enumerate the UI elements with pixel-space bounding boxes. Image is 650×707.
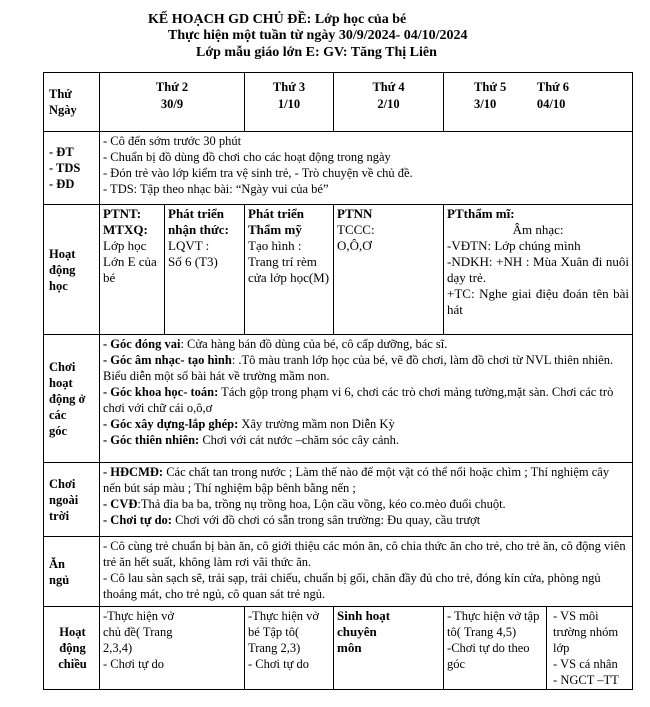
outdoor-item: - Chơi tự do: Chơi với đồ chơi có sẵn trong sân trường: Đu quay, cầu trượt: [103, 513, 481, 527]
afternoon-label: Hoạt động chiều: [44, 607, 100, 690]
day-header-row: [44, 73, 633, 132]
meal-content: - Cô cùng trẻ chuẩn bị bàn ăn, cô giới thiệu các món ăn, cô chia thức ăn cho trẻ, cho trẻ ăn, cô động viên trẻ ăn hết suất, không làm rơi vãi thức ăn. - Cô lau sàn sạch sẽ, trải sạp, trải chiếu, chuẩn bị gối, chăn đầy đủ cho trẻ, đóng kín cửa, phòng ngủ thoáng mát, cho trẻ ngủ, cô quan sát trẻ ngủ.: [100, 537, 633, 607]
class-info: Lớp mẫu giáo lớn E: GV: Tăng Thị Liên: [196, 45, 437, 60]
outdoor-label: Chơi ngoài trời: [44, 463, 100, 537]
morning-row: [44, 132, 633, 205]
day-thu-fri: [444, 73, 633, 132]
meal-label: Ăn ngủ: [44, 537, 100, 607]
day-thursday: Thứ 5 3/10: [474, 80, 507, 111]
learning-wednesday: Phát triển Thẩm mỹ Tạo hình : Trang trí rèm cửa lớp học(M): [245, 205, 334, 335]
afternoon-wednesday: Sinh hoạt chuyên môn: [334, 607, 444, 690]
corners-content: [100, 335, 633, 463]
afternoon-row: [44, 607, 633, 690]
day-friday: Thứ 6 04/10: [536, 80, 570, 111]
outdoor-content: [100, 463, 633, 537]
outdoor-row: [44, 463, 633, 537]
corner-item: - Góc khoa học- toán: Tách gộp trong phạm vi 6, chơi các trò chơi mảng tường,mặt sàn. Chơi các trò chơi với chữ cái o,ô,ơ: [103, 385, 614, 415]
outdoor-item: - CVĐ:Thả đỉa ba ba, trồng nụ trồng hoa, Lộn cầu vồng, kéo co.mèo đuổi chuột.: [103, 497, 506, 511]
morning-label: - ĐT - TDS - ĐD: [44, 132, 100, 205]
day-monday: Thứ 2 30/9: [100, 73, 245, 132]
learning-monday: PTNT: MTXQ: Lớp học Lớn E của bé: [100, 205, 165, 335]
corner-item: - Góc đóng vai: Cửa hàng bán đồ dùng của bé, cô cấp dưỡng, bác sĩ.: [103, 337, 448, 351]
corners-label: Chơi hoạt động ở các góc: [44, 335, 100, 463]
week-range: Thực hiện một tuần từ ngày 30/9/2024- 04/10/2024: [168, 28, 468, 43]
learning-friday: PTthẩm mĩ: Âm nhạc: -VĐTN: Lớp chúng mình -NDKH: +NH : Mùa Xuân đi nuôi dạy trẻ. +TC: Nghe giai điệu đoán tên bài hát: [444, 205, 633, 335]
day-wednesday: Thứ 4 2/10: [334, 73, 444, 132]
learning-tuesday: Phát triển nhận thức: LQVT : Số 6 (T3): [165, 205, 245, 335]
afternoon-thu-fri: [444, 607, 633, 690]
afternoon-monday: -Thực hiện vở chủ đề( Trang 2,3,4) - Chơi tự do: [100, 607, 245, 690]
meal-row: [44, 537, 633, 607]
learning-label: Hoạt động học: [44, 205, 100, 335]
learning-row: [44, 205, 633, 335]
weekly-plan-table: [43, 72, 633, 690]
day-tuesday: Thứ 3 1/10: [245, 73, 334, 132]
plan-title: KẾ HOẠCH GD CHỦ ĐỀ: Lớp học của bé: [148, 12, 407, 27]
corner-item: - Góc thiên nhiên: Chơi với cát nước –chăm sóc cây cảnh.: [103, 433, 399, 447]
corners-row: [44, 335, 633, 463]
corner-cell: Thứ Ngày: [44, 73, 100, 132]
afternoon-tuesday: -Thực hiện vở bé Tập tô( Trang 2,3) - Chơi tự do: [245, 607, 334, 690]
corner-item: - Góc xây dựng-lắp ghép: Xây trường mầm non Diễn Kỳ: [103, 417, 395, 431]
learning-thursday: PTNN TCCC: O,Ô,Ơ: [334, 205, 444, 335]
outdoor-item: - HĐCMĐ: Các chất tan trong nước ; Làm thế nào để một vật có thể nổi hoặc chìm ; Thí nghiệm cây nến bút sáp màu ; Thí nghiệm bập bênh bằng nến ;: [103, 465, 610, 495]
corner-item: - Góc âm nhạc- tạo hình: .Tô màu tranh lớp học của bé, vẽ đồ chơi, làm đồ chơi từ NVL thiên nhiên. Biểu diễn một số bài hát về trường mầm non.: [103, 353, 614, 383]
afternoon-friday: - VS môi trường nhóm lớp - VS cá nhân - NGCT –TT: [553, 609, 619, 687]
morning-content: - Cô đến sớm trước 30 phút - Chuẩn bị đồ dùng đồ chơi cho các hoạt động trong ngày - Đón trẻ vào lớp kiểm tra vệ sinh trẻ, - Trò chuyện về chủ đề. - TDS: Tập theo nhạc bài: “Ngày vui của bé”: [100, 132, 633, 205]
afternoon-thursday: - Thực hiện vở tập tô( Trang 4,5) -Chơi tự do theo góc: [444, 607, 547, 689]
